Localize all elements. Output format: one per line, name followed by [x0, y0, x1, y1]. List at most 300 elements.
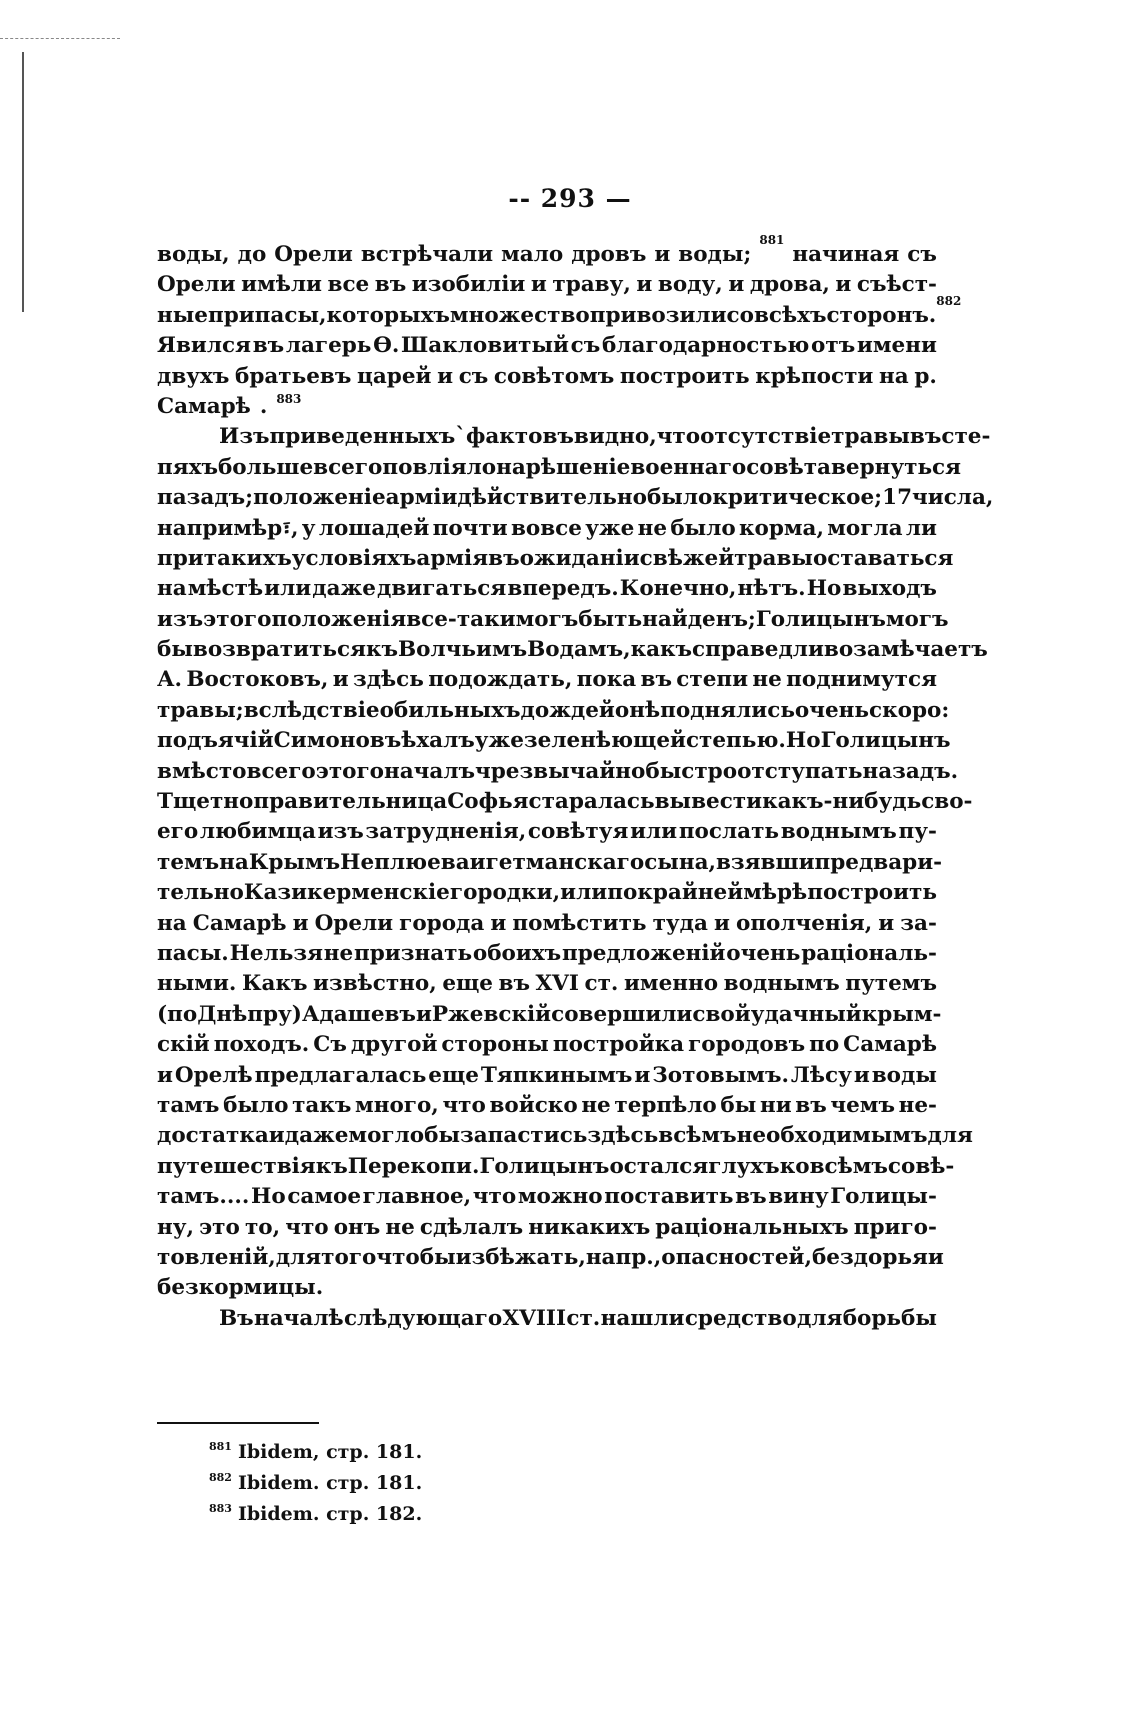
word: что: [285, 1214, 329, 1240]
word: Ѳ.: [373, 333, 400, 359]
word: на: [157, 910, 187, 936]
word: почти: [432, 515, 508, 541]
word: совѣ-: [887, 1153, 955, 1179]
word: Шакловитый: [401, 333, 569, 359]
word: Самарѣ: [192, 910, 287, 936]
word: впередъ.: [507, 576, 619, 602]
word: гетманскаго: [485, 849, 645, 875]
word: этого: [203, 606, 272, 632]
word: здѣсь: [353, 667, 424, 693]
word: положенія: [271, 606, 407, 632]
word: имѣли: [241, 272, 322, 298]
footnote-reference-number: 883: [276, 391, 302, 406]
word: вмѣсто: [157, 758, 247, 784]
word: уже: [585, 515, 635, 541]
word: траву,: [552, 272, 631, 298]
word: и: [654, 242, 671, 267]
footnote-text: Ibidem, стр. 181.: [237, 1441, 423, 1463]
word: рѣшеніе: [525, 454, 631, 480]
word: войско: [489, 1092, 578, 1118]
word: нашли: [600, 1305, 685, 1331]
text-line: [157, 1091, 937, 1121]
word: пасы.: [157, 940, 229, 966]
word: для: [796, 1305, 843, 1331]
word: крайней: [637, 880, 744, 906]
word: повліяло: [382, 454, 497, 480]
word: до: [237, 242, 267, 267]
word: армія: [416, 545, 489, 571]
word: средство: [684, 1305, 797, 1331]
word: Софья: [447, 789, 529, 815]
text-line: [157, 909, 937, 939]
footnote-number: 881: [209, 1440, 232, 1453]
text-line: [157, 1152, 955, 1182]
word: предлагалась: [254, 1062, 427, 1088]
word: со: [726, 302, 754, 328]
word: очень: [726, 940, 801, 966]
word: выходъ: [842, 576, 937, 602]
word: сте-: [941, 424, 991, 450]
word: и: [713, 910, 730, 936]
word: въ: [909, 424, 942, 450]
word: Симоновъ: [273, 728, 402, 754]
word: бездорья: [811, 1244, 928, 1270]
word: приго-: [853, 1214, 937, 1240]
word: приведенныхъ`фактовъ: [269, 424, 574, 450]
word: даже: [312, 576, 376, 602]
word: ные: [157, 302, 208, 328]
word: степи: [676, 667, 749, 693]
word: числа,: [912, 485, 994, 511]
word: на: [879, 363, 909, 389]
text-line: [157, 514, 937, 544]
word: царей: [356, 363, 432, 389]
word: двухъ: [157, 363, 230, 389]
word: воднымъ: [723, 971, 840, 997]
word: глухъ: [708, 1153, 780, 1179]
word: совѣта: [746, 454, 831, 480]
word: тамъ....: [157, 1184, 250, 1210]
word: началѣ: [254, 1305, 344, 1331]
footnote-reference: [260, 392, 302, 422]
text-line: [157, 757, 959, 787]
word: и: [490, 910, 507, 936]
word: Изъ: [219, 424, 270, 450]
word: достатка: [157, 1123, 269, 1149]
word: и: [853, 1062, 870, 1088]
main-text: [157, 233, 994, 1334]
word: Орели: [274, 242, 353, 267]
word: товленій,: [157, 1244, 276, 1270]
word: Орели: [314, 910, 394, 936]
word: мѣстѣ: [187, 576, 264, 602]
word: раціональ-: [801, 940, 937, 966]
text-line: [157, 270, 937, 300]
word: или: [560, 880, 608, 906]
text-line: [157, 1000, 942, 1030]
word: и: [835, 272, 852, 298]
word: съ: [570, 333, 601, 359]
word: Ржевскій: [431, 1001, 552, 1027]
footnote-reference: 881: [759, 233, 785, 247]
word: Конечно,: [619, 576, 737, 602]
word: путемъ: [845, 971, 937, 997]
word: дрова,: [749, 272, 830, 298]
word: никакихъ: [528, 1214, 651, 1240]
word: или: [264, 576, 312, 602]
word: на: [496, 454, 526, 480]
word: того: [321, 1244, 377, 1270]
word: начиная: [792, 242, 900, 267]
word: Но: [251, 1184, 286, 1210]
word: чемъ: [830, 1092, 895, 1118]
word: могъ: [515, 606, 579, 632]
word: чрезвычайно: [475, 758, 646, 784]
word: именно: [623, 971, 719, 997]
word: ополченія,: [735, 910, 873, 936]
word: постройка: [552, 1032, 685, 1058]
word: Но: [785, 728, 821, 754]
word: самое: [287, 1184, 362, 1210]
word: изъ: [317, 819, 364, 845]
word: быть: [578, 606, 643, 632]
word: помѣстить: [512, 910, 647, 936]
word: двигаться: [377, 576, 507, 602]
word: за-: [900, 910, 937, 936]
word: сдѣлалъ: [419, 1214, 524, 1240]
word: Востоковъ,: [186, 667, 329, 693]
word: всѣмъ: [809, 1153, 888, 1179]
word: этого: [315, 758, 385, 784]
word: р.: [914, 363, 937, 389]
word: могъ: [885, 606, 949, 632]
word: всего: [246, 758, 316, 784]
word: напримѣр፣,: [157, 515, 299, 541]
word: обоихъ: [472, 940, 562, 966]
word: съ: [458, 363, 489, 389]
word: сына,: [644, 849, 716, 875]
text-line: [157, 392, 937, 422]
word: воды,: [157, 242, 230, 267]
word: могло: [348, 1123, 425, 1149]
word: старалась: [528, 789, 655, 815]
word: это: [199, 1214, 240, 1240]
word: предвари-: [814, 849, 943, 875]
word: что: [656, 424, 701, 450]
text-line: [157, 483, 994, 513]
word: Нельзя: [229, 940, 323, 966]
word: правительница: [253, 789, 448, 815]
word: на: [157, 576, 187, 602]
word: скій: [157, 1032, 210, 1058]
page-number: -- 293 —: [508, 184, 632, 213]
word: не: [385, 1214, 415, 1240]
word: крѣпости: [755, 363, 874, 389]
text-line: [157, 635, 988, 665]
word: походъ.: [213, 1032, 310, 1058]
footnote-number: 882: [209, 1471, 232, 1484]
word: Въ: [219, 1305, 254, 1331]
word: и: [927, 1244, 944, 1270]
word: Явился: [157, 333, 251, 359]
word: зеленѣющей: [523, 728, 686, 754]
word: въ: [498, 971, 530, 997]
word: братьевъ: [234, 363, 352, 389]
word: критическое;: [712, 485, 883, 511]
word: скоро:: [869, 697, 950, 723]
word: такъ: [292, 1092, 352, 1118]
word: пока: [576, 667, 637, 693]
word: то,: [244, 1214, 281, 1240]
word: изъ: [157, 606, 204, 632]
word: много,: [355, 1092, 439, 1118]
word: (по: [157, 1001, 198, 1027]
word: при: [157, 545, 204, 571]
text-line: [157, 817, 937, 847]
word: ко: [779, 1153, 810, 1179]
word: дождей: [520, 697, 615, 723]
word: и: [636, 272, 653, 298]
word: у: [301, 515, 316, 541]
text-line: [157, 453, 962, 483]
word: больше: [217, 454, 314, 480]
word: опасностей,: [661, 1244, 812, 1270]
word: необходимымъ: [736, 1123, 928, 1149]
word: въ: [735, 1184, 767, 1210]
word: всѣхъ: [753, 302, 827, 328]
scan-edge-left-line: [22, 52, 24, 312]
word: все-таки: [406, 606, 516, 632]
word: и: [268, 1123, 285, 1149]
word: вслѣдствіе: [243, 697, 380, 723]
footnote: [209, 1437, 422, 1468]
footnote-reference: 882: [936, 293, 962, 308]
word: терпѣло: [614, 1092, 717, 1118]
word: путешествія: [157, 1153, 316, 1179]
word: Крымъ: [248, 849, 341, 875]
word: Перекопи.: [347, 1153, 480, 1179]
word: мѣрѣ: [743, 880, 808, 906]
word: чтобы: [376, 1244, 456, 1270]
word: темъ: [157, 849, 220, 875]
word: раціональныхъ: [655, 1214, 849, 1240]
word: городки,: [449, 880, 561, 906]
word: воды: [871, 1062, 937, 1088]
word: Орелѣ: [174, 1062, 253, 1088]
word: А.: [157, 667, 182, 693]
word: вовсе: [510, 515, 582, 541]
word: на: [219, 849, 249, 875]
word: тельно: [157, 880, 244, 906]
word: Но: [806, 576, 842, 602]
word: избѣжать,: [455, 1244, 586, 1270]
text-line: [157, 848, 943, 878]
word: въ: [488, 545, 520, 571]
word: условіяхъ: [291, 545, 417, 571]
word: Голицы-: [830, 1184, 937, 1210]
text-line: [157, 233, 937, 270]
word: могла: [827, 515, 903, 541]
word: Голицынъ: [820, 728, 951, 754]
word: обильныхъ: [379, 697, 521, 723]
text-line: [157, 787, 973, 817]
text-line: [157, 544, 954, 574]
word: дровъ: [571, 242, 647, 267]
word: любимца: [199, 819, 316, 845]
word: не-: [898, 1092, 937, 1118]
word: уже: [474, 728, 524, 754]
word: еще: [428, 1062, 479, 1088]
word: пу-: [898, 819, 937, 845]
word: онъ: [333, 1214, 381, 1240]
word: свой: [692, 1001, 751, 1027]
text-line: [157, 605, 949, 635]
word: крым-: [861, 1001, 942, 1027]
word: города: [399, 910, 485, 936]
word: положеніе: [253, 485, 386, 511]
word: Тяпкинымъ: [480, 1062, 633, 1088]
word: стороны: [441, 1032, 549, 1058]
punctuation: .: [259, 393, 268, 419]
word: степью.: [685, 728, 786, 754]
word: сво-: [921, 789, 973, 815]
word: какъ: [630, 637, 693, 663]
word: Голицынъ: [479, 1153, 610, 1179]
footnote-text: Ibidem. стр. 182.: [237, 1503, 423, 1525]
word: пазадъ;: [157, 485, 254, 511]
word: что: [472, 1184, 517, 1210]
word: отъ: [811, 333, 856, 359]
word: Тщетно: [157, 789, 254, 815]
word: мало: [501, 242, 564, 267]
word: послать: [678, 819, 779, 845]
word: не: [752, 667, 782, 693]
word: Зотовымъ.: [652, 1062, 789, 1088]
footnote-text: Ibidem. стр. 181.: [237, 1472, 423, 1494]
word: предложеній: [561, 940, 726, 966]
word: Голицынъ: [755, 606, 886, 632]
word: какъ-нибудь: [762, 789, 922, 815]
text-line: [157, 1304, 937, 1334]
word: и: [878, 910, 895, 936]
word: Самарѣ: [843, 1032, 937, 1058]
word: Волчьимъ: [398, 637, 528, 663]
text-line: [157, 362, 937, 392]
word: Лѣсу: [790, 1062, 852, 1088]
word: ли: [905, 515, 937, 541]
word: найденъ;: [642, 606, 756, 632]
word: воднымъ: [780, 819, 897, 845]
word: имени: [856, 333, 937, 359]
word: извѣстно,: [313, 971, 437, 997]
text-line: [157, 726, 951, 756]
footnote: [209, 1499, 422, 1530]
word: и: [469, 849, 486, 875]
word: здѣсь: [587, 1123, 659, 1149]
word: бы: [157, 637, 193, 663]
word: началъ: [384, 758, 476, 784]
word: или: [630, 819, 678, 845]
footnote: [209, 1468, 422, 1499]
word: которыхъ: [326, 302, 450, 328]
word: вину: [768, 1184, 829, 1210]
word: очень: [794, 697, 870, 723]
word: было: [223, 1092, 289, 1118]
word: свѣжей: [639, 545, 735, 571]
word: для: [927, 1123, 973, 1149]
text-line: [157, 1213, 937, 1243]
word: для: [275, 1244, 322, 1270]
word: Съ: [313, 1032, 347, 1058]
word: лагерь: [285, 333, 372, 359]
footnotes: [209, 1437, 422, 1530]
word: даже: [284, 1123, 349, 1149]
text-line: [157, 574, 937, 604]
word: признать: [354, 940, 473, 966]
word: городовъ: [688, 1032, 806, 1058]
word: тамъ: [157, 1092, 220, 1118]
word: затрудненія,: [365, 819, 527, 845]
text-line: [157, 878, 937, 908]
word: Неплюева: [340, 849, 470, 875]
word: было: [670, 515, 736, 541]
word: и: [530, 272, 547, 298]
word: туда: [652, 910, 708, 936]
word: и: [292, 910, 309, 936]
word: и: [437, 363, 454, 389]
word: корма,: [738, 515, 824, 541]
word: борьбы: [842, 1305, 937, 1331]
word: въ: [640, 667, 672, 693]
word: напр.,: [585, 1244, 662, 1270]
word: всѣмъ: [658, 1123, 737, 1149]
word: бы: [720, 1092, 757, 1118]
word: поднялись: [660, 697, 795, 723]
word: такихъ: [203, 545, 292, 571]
word: отступать: [737, 758, 863, 784]
word: благодарностью: [601, 333, 810, 359]
word: совершили: [551, 1001, 693, 1027]
word: Самарѣ: [157, 393, 251, 419]
word: въ: [374, 272, 407, 298]
word: и: [157, 1062, 173, 1088]
word: Водамъ,: [527, 637, 631, 663]
word: удачный: [750, 1001, 862, 1027]
word: военнаго: [630, 454, 747, 480]
word: вывести: [654, 789, 763, 815]
text-line: [157, 422, 991, 452]
word: поднимутся: [786, 667, 937, 693]
word: въ: [252, 333, 285, 359]
word: травы: [831, 424, 910, 450]
word: его: [157, 819, 199, 845]
word: нѣтъ.: [737, 576, 806, 602]
text-line: [157, 969, 937, 999]
word: XVI: [535, 971, 579, 997]
word: подождать,: [428, 667, 573, 693]
word: съ: [907, 242, 937, 267]
word: Адашевъ: [301, 1001, 416, 1027]
word: возвратиться: [192, 637, 366, 663]
text-line: [157, 1182, 937, 1212]
word: не: [323, 940, 354, 966]
footnote-divider: [157, 1422, 319, 1424]
word: XVIII: [502, 1305, 567, 1331]
word: съѣст-: [856, 272, 937, 298]
word: Какъ: [241, 971, 308, 997]
text-line: [157, 293, 962, 331]
word: Казикерменскіе: [243, 880, 450, 906]
